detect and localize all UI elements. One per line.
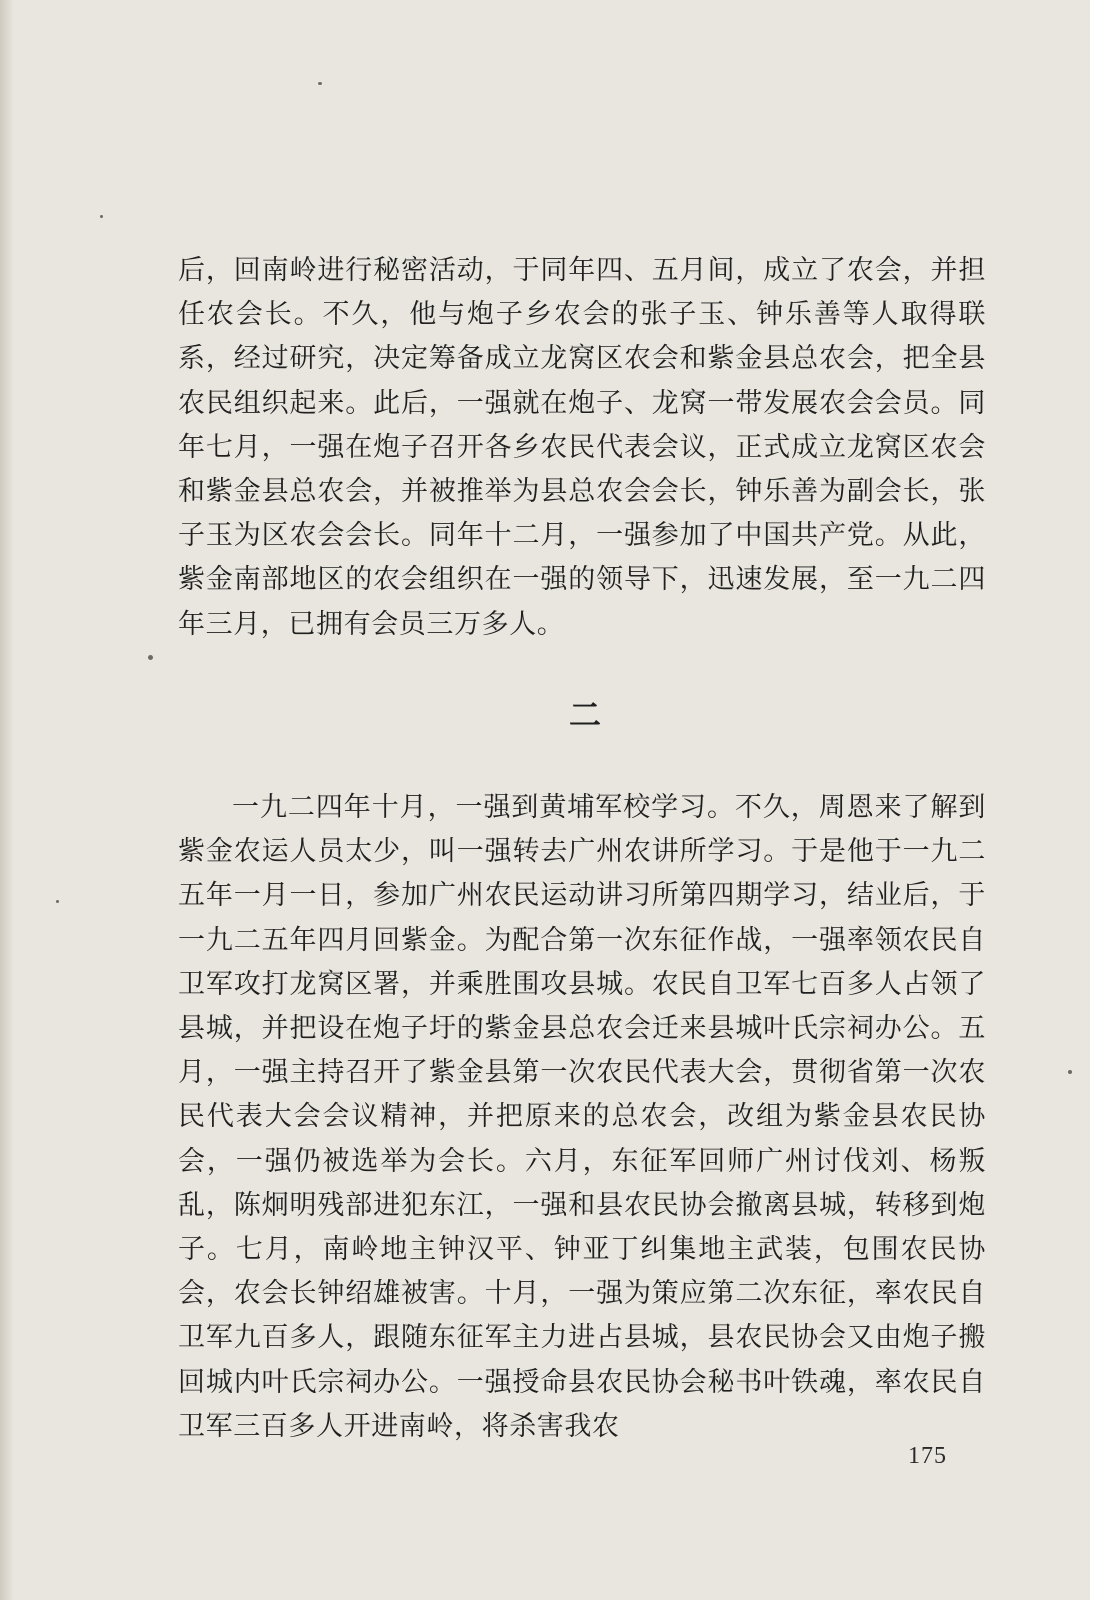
text-block-section-two: [178, 786, 986, 1449]
paragraph-section-two: 一九二四年十月，一强到黄埔军校学习。不久，周恩来了解到紫金农运人员太少，叫一强转去广州农讲所学习。于是他于一九二五年一月一日，参加广州农民运动讲习所第四期学习，结业后，于一九二五年四月回紫金。为配合第一次东征作战，一强率领农民自卫军攻打龙窝区署，并乘胜围攻县城。农民自卫军七百多人占领了县城，并把设在炮子圩的紫金县总农会迁来县城叶氏宗祠办公。五月，一强主持召开了紫金县第一次农民代表大会，贯彻省第一次农民代表大会会议精神，并把原来的总农会，改组为紫金县农民协会，一强仍被选举为会长。六月，东征军回师广州讨伐刘、杨叛乱，陈炯明残部进犯东江，一强和县农民协会撤离县城，转移到炮子。七月，南岭地主钟汉平、钟亚丁纠集地主武装，包围农民协会，农会长钟绍雄被害。十月，一强为策应第二次东征，率农民自卫军九百多人，跟随东征军主力进占县城，县农民协会又由炮子搬回城内叶氏宗祠办公。一强授命县农民协会秘书叶铁魂，率农民自卫军三百多人开进南岭，将杀害我农: [178, 792, 986, 1442]
paper-speck: [100, 215, 103, 218]
paper-speck: [318, 82, 322, 85]
text-block-continuation: [178, 249, 986, 647]
paper-speck: [148, 655, 153, 660]
paper-speck: [1068, 1070, 1072, 1074]
page-number: 175: [908, 1443, 947, 1469]
paper-speck: [56, 900, 59, 903]
page-spine-shadow: [0, 0, 14, 1600]
section-heading: 二: [568, 696, 601, 734]
scan-right-margin: [1090, 0, 1112, 1600]
paragraph-continuation: 后，回南岭进行秘密活动，于同年四、五月间，成立了农会，并担任农会长。不久，他与炮子乡农会的张子玉、钟乐善等人取得联系，经过研究，决定筹备成立龙窝区农会和紫金县总农会，把全县农民组织起来。此后，一强就在炮子、龙窝一带发展农会会员。同年七月，一强在炮子召开各乡农民代表会议，正式成立龙窝区农会和紫金县总农会，并被推举为县总农会会长，钟乐善为副会长，张子玉为区农会会长。同年十二月，一强参加了中国共产党。从此，紫金南部地区的农会组织在一强的领导下，迅速发展，至一九二四年三月，已拥有会员三万多人。: [178, 255, 986, 640]
